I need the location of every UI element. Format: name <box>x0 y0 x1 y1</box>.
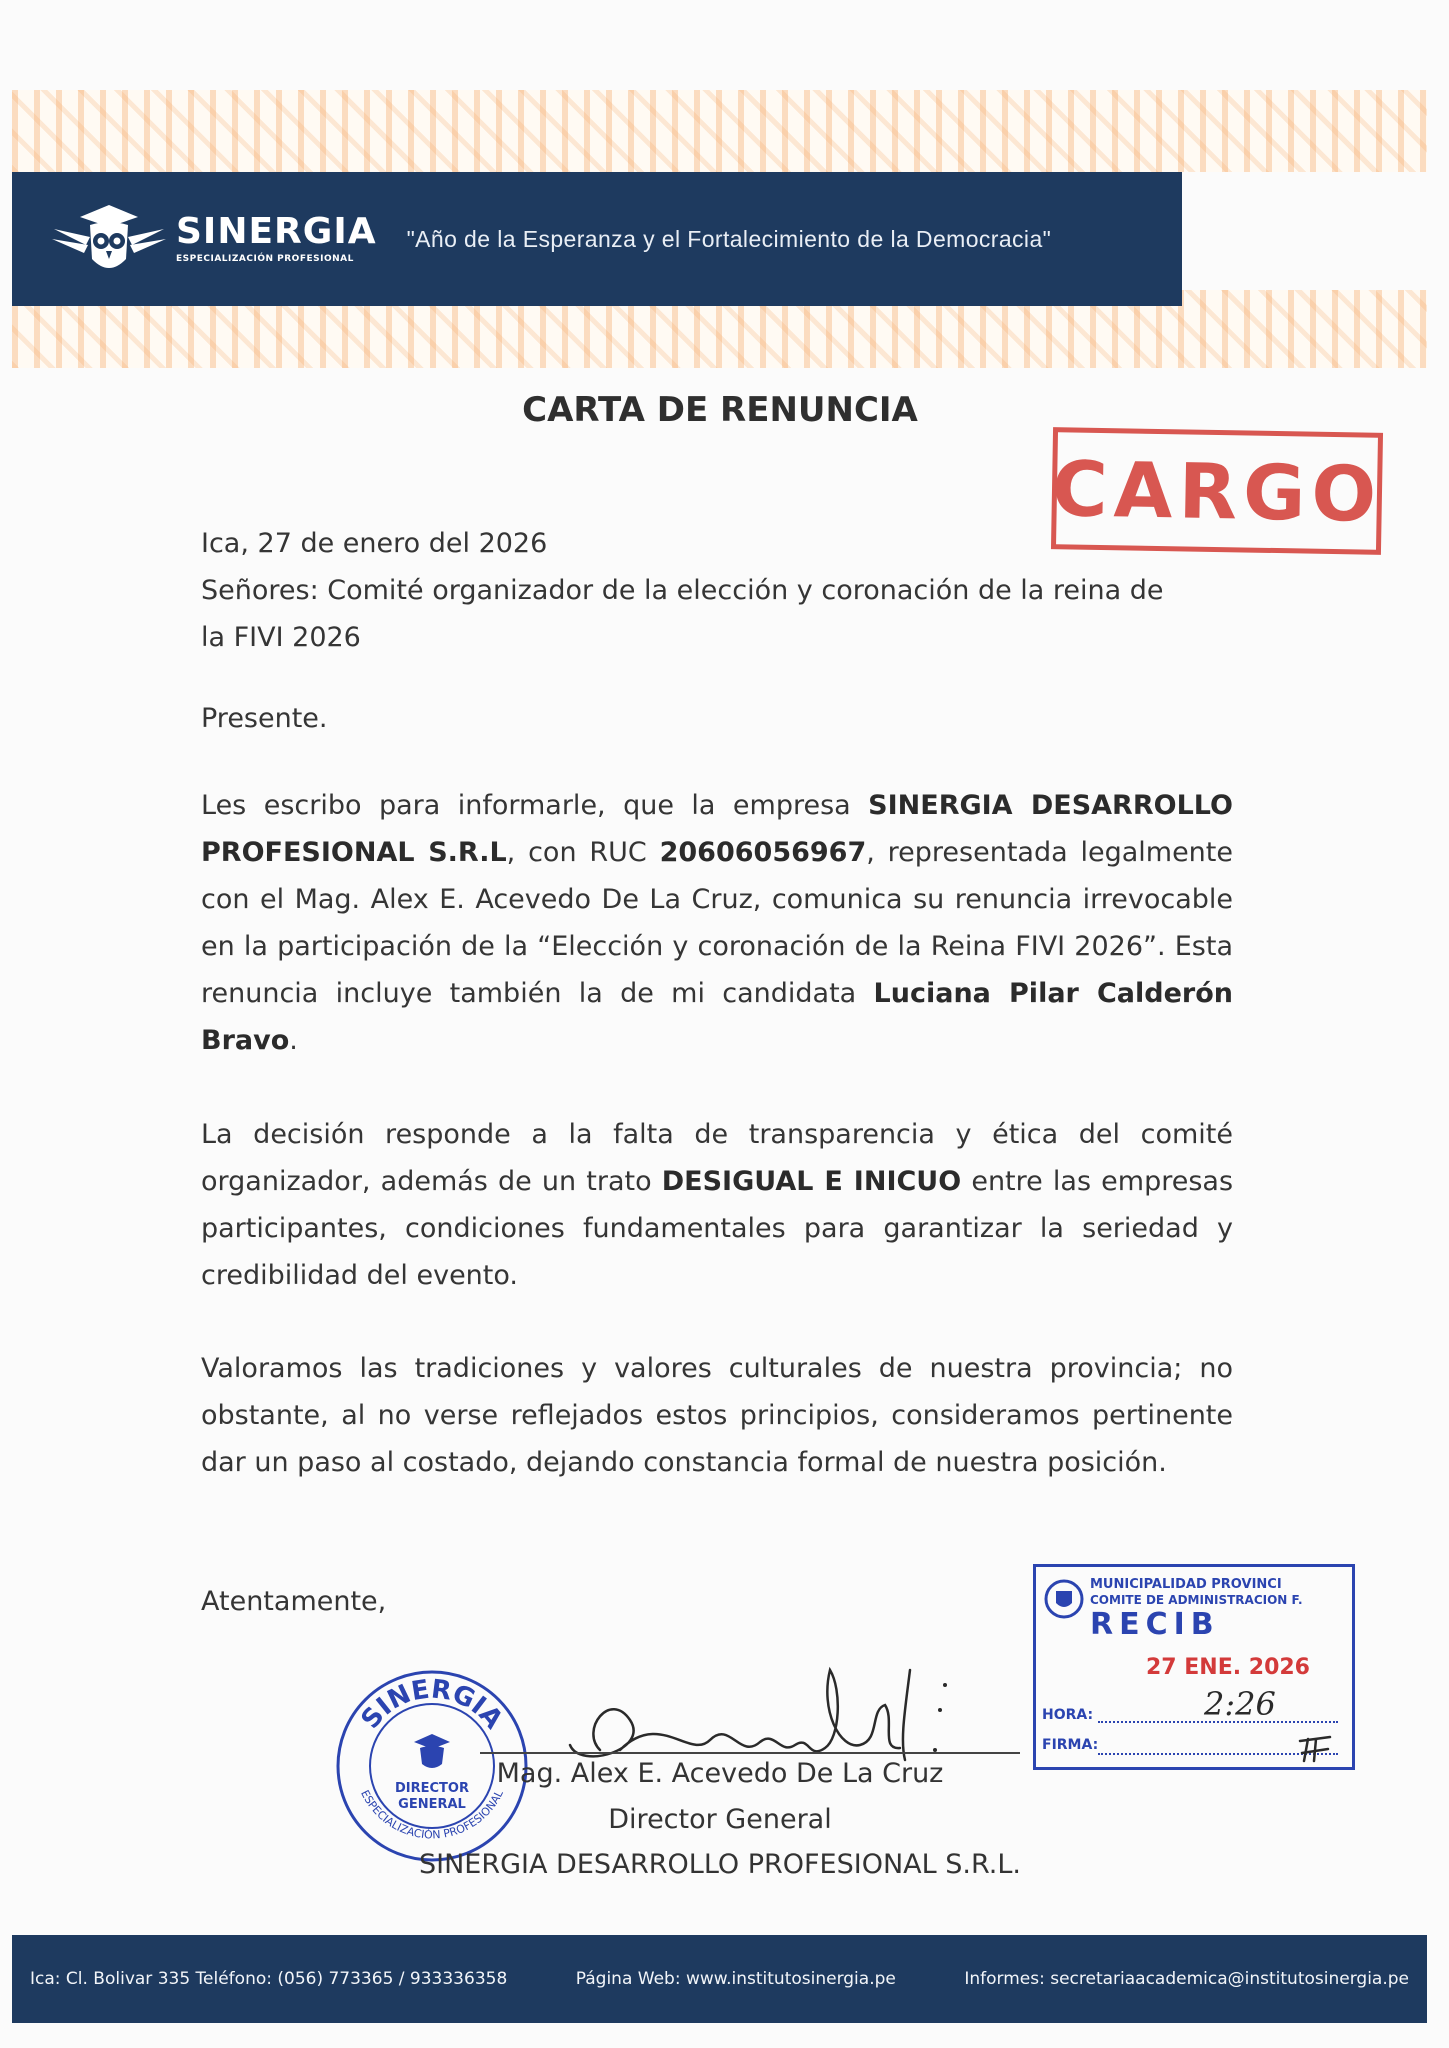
footer-address: Ica: Cl. Bolivar 335 Teléfono: (056) 773365 / 933336358 <box>30 1969 508 1989</box>
ruc-number: 20606056967 <box>659 837 867 868</box>
greeting: Presente. <box>201 703 328 734</box>
seal-center-line-2: GENERAL <box>398 1797 466 1812</box>
municipal-crest-icon <box>1042 1577 1086 1621</box>
signatory-role: Director General <box>608 1804 832 1835</box>
p3-text: Valoramos las tradiciones y valores culturales de nuestra provincia; no obstante, al no verse reflejados estos principios, consideramos pertinente dar un paso al costado, dejando constancia formal de nuestra posición. <box>201 1353 1233 1478</box>
recipient-line-2: la FIVI 2026 <box>201 622 361 653</box>
brand-logo <box>50 199 377 279</box>
candidate-name: Luciana Pilar Calderón Bravo <box>201 978 1233 1056</box>
stamp-hora-value: 2:26 <box>1204 1685 1276 1723</box>
recipient-line-1: Señores: Comité organizador de la elección y coronación de la reina de <box>201 575 1164 606</box>
p2-emphasis: DESIGUAL E INICUO <box>661 1166 962 1197</box>
footer-email: Informes: secretariaacademica@institutosinergia.pe <box>964 1969 1409 1989</box>
header-pattern-band <box>12 90 1427 172</box>
seal-center-line-1: DIRECTOR <box>395 1781 469 1796</box>
company-name-bold: SINERGIA DESARROLLO PROFESIONAL S.R.L <box>201 790 1233 868</box>
stamp-date: 27 ENE. 2026 <box>1146 1655 1310 1680</box>
brand-name: SINERGIA <box>176 211 377 252</box>
owl-logo-icon <box>50 199 168 279</box>
footer-website: Página Web: www.institutosinergia.pe <box>575 1969 896 1989</box>
document-title: CARTA DE RENUNCIA <box>522 390 918 430</box>
stamp-hora-label: HORA: <box>1042 1707 1094 1723</box>
p1-text-1: Les escribo para informarle, que la empresa <box>201 790 869 821</box>
paragraph-1 <box>201 782 1233 1064</box>
date-line: Ica, 27 de enero del 2026 <box>201 528 548 559</box>
reception-stamp <box>1033 1564 1355 1770</box>
stamp-received: RECIB <box>1090 1607 1220 1642</box>
cargo-stamp: CARGO <box>1051 427 1383 555</box>
p1-text-4: . <box>289 1025 298 1056</box>
seal-top-text: SINERGIA <box>355 1674 509 1735</box>
stamp-firma-label: FIRMA: <box>1042 1737 1099 1753</box>
official-year-motto: "Año de la Esperanza y el Fortalecimiento de la Democracia" <box>406 225 1052 252</box>
stamp-committee: COMITE DE ADMINISTRACION F. <box>1090 1593 1303 1607</box>
signature-line <box>480 1752 1020 1754</box>
paragraph-2 <box>201 1111 1233 1299</box>
signatory-company: SINERGIA DESARROLLO PROFESIONAL S.R.L. <box>418 1849 1021 1880</box>
p2-text-1: La decisión responde a la falta de transparencia y ética del comité organizador, además de un trato <box>201 1119 1233 1197</box>
letter-header <box>201 520 1233 661</box>
stamp-initials-scribble <box>1294 1731 1336 1765</box>
p1-text-3: , representada legalmente con el Mag. Alex E. Acevedo De La Cruz, comunica su renuncia irrevocable en la participación de la “Elección y coronación de la Reina FIVI 2026”. Esta renuncia incluye también la de mi candidata <box>201 837 1233 1009</box>
stamp-municipality: MUNICIPALIDAD PROVINCI <box>1090 1577 1282 1592</box>
brand-subtitle: ESPECIALIZACIÓN PROFESIONAL <box>176 254 354 264</box>
paragraph-3 <box>201 1345 1233 1486</box>
p1-text-2: , con RUC <box>506 837 660 868</box>
closing: Atentamente, <box>201 1586 387 1617</box>
p2-text-2: entre las empresas participantes, condiciones fundamentales para garantizar la seriedad y credibilidad del evento. <box>201 1166 1234 1291</box>
seal-bottom-text: ESPECIALIZACIÓN PROFESIONAL <box>358 1788 506 1842</box>
footer-bar <box>12 1935 1427 2023</box>
header-banner <box>12 172 1182 306</box>
signatory-name: Mag. Alex E. Acevedo De La Cruz <box>496 1758 944 1789</box>
